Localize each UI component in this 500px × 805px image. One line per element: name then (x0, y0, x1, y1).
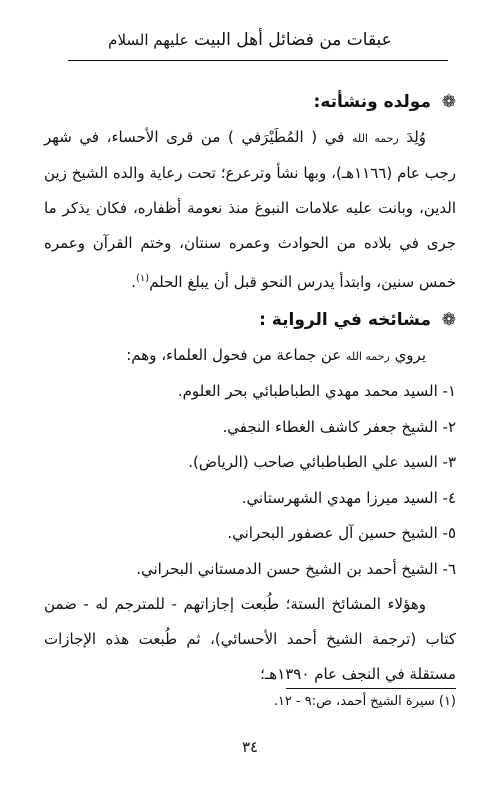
para-end: . (131, 273, 136, 291)
page-body (44, 92, 456, 692)
header-title: عبقات من فضائل أهل البيت (194, 30, 392, 50)
flower-ornament-icon: ❁ (441, 309, 456, 330)
list-item: ٤- السيد ميرزا مهدي الشهرستاني. (241, 488, 456, 507)
list-item: ٣- السيد علي الطباطبائي صاحب (الرياض). (188, 453, 456, 471)
teachers-list (44, 374, 456, 587)
footnote-marker: (١) (136, 273, 150, 284)
para-text: في ( المُطَيْرَفي ) من قرى الأحساء، في شهر رجب عام (١١٦٦هـ)، وبها نشأ وترعرع؛ تحت رعاية والده الشيخ زين الدين، وبانت عليه علامات النبوغ منذ نعومة أظفاره، فكان يذكر ما جرى في بلاده من الحوادث وعمره سنتان، وختم القرآن وعمره خمس سنين، وابتدأ يدرس النحو قبل أن يبلغ الحلم (44, 128, 456, 291)
flower-ornament-icon: ❁ (441, 91, 456, 112)
header-divider (68, 60, 448, 61)
section-heading-birth (44, 92, 456, 112)
paragraph-closing: وهؤلاء المشائخ الستة؛ طُبعت إجازاتهم - للمترجم له - ضمن كتاب (ترجمة الشيخ أحمد الأحسائي)، ثم طُبعت هذه الإجازات مستقلة في النجف عام ١٣٩٠هـ؛ (44, 595, 456, 683)
honorific-inline: رحمه الله (352, 132, 399, 145)
list-item: ٥- الشيخ حسين آل عصفور البحراني. (227, 524, 456, 542)
paragraph-birth (44, 120, 456, 300)
section-heading-birth-text: مولده ونشأته: (313, 92, 431, 112)
paragraph-intro (44, 338, 456, 374)
running-header (0, 30, 500, 50)
intro-text: عن جماعة من فحول العلماء، وهم: (126, 346, 342, 364)
para-word: وُلِدَ (406, 128, 427, 146)
page-number: ٣٤ (241, 738, 259, 756)
section-heading-teachers-text: مشائخه في الرواية : (259, 310, 431, 330)
list-item: ٦- الشيخ أحمد بن الشيخ حسن الدمستاني البحراني. (136, 559, 456, 578)
footnote: (١) سيرة الشيخ أحمد، ص:٩ - ١٢. (273, 694, 456, 709)
honorific-inline: رحمه الله (345, 350, 390, 363)
list-item: ٢- الشيخ جعفر كاشف الغطاء النجفي. (222, 417, 456, 436)
honorific-seal: عليهم السلام (108, 31, 189, 49)
list-item: ١- السيد محمد مهدي الطباطبائي بحر العلوم. (177, 382, 456, 400)
footnote-divider (286, 688, 456, 689)
section-heading-teachers (44, 310, 456, 330)
intro-word: يروي (394, 346, 426, 364)
